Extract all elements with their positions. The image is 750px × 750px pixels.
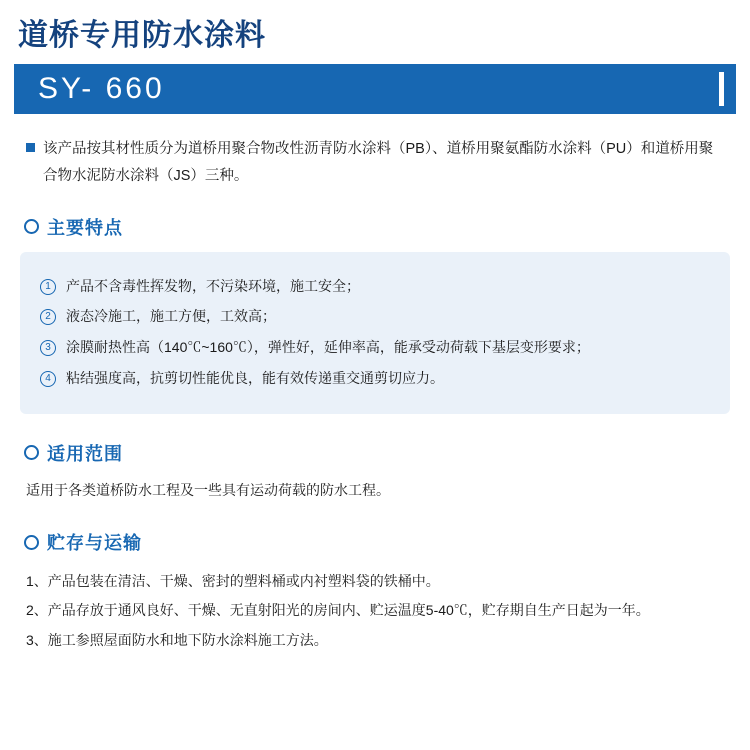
item-text: 粘结强度高，抗剪切性能优良，能有效传递重交通剪切应力。 xyxy=(66,370,444,387)
list-item xyxy=(40,305,712,329)
intro-text: 该产品按其材性质分为道桥用聚合物改性沥青防水涂料（PB）、道桥用聚氨酯防水涂料（PU）和道桥用聚合物水泥防水涂料（JS）三种。 xyxy=(43,141,714,184)
item-text: 涂膜耐热性高（140℃~160℃），弹性好，延伸率高，能承受动荷载下基层变形要求； xyxy=(66,339,590,356)
section-title: 主要特点 xyxy=(47,217,123,238)
list-item xyxy=(40,336,712,360)
square-bullet-icon xyxy=(26,143,35,152)
ring-bullet-icon xyxy=(24,535,39,550)
list-item: 3、施工参照屋面防水和地下防水涂料施工方法。 xyxy=(26,631,328,648)
features-box xyxy=(20,252,730,414)
section-header-storage xyxy=(14,529,736,555)
section-title: 适用范围 xyxy=(47,443,123,464)
page-title: 道桥专用防水涂料 xyxy=(18,19,266,52)
scope-text: 适用于各类道桥防水工程及一些具有运动荷载的防水工程。 xyxy=(26,481,390,498)
model-number: SY- 660 xyxy=(38,72,165,105)
item-number: 2 xyxy=(40,309,56,325)
list-item xyxy=(40,367,712,391)
item-text: 产品不含毒性挥发物，不污染环境，施工安全； xyxy=(66,277,360,294)
banner-tick-decoration xyxy=(719,72,724,106)
item-number: 4 xyxy=(40,371,56,387)
list-item xyxy=(40,275,712,299)
storage-list xyxy=(14,567,736,655)
item-text: 液态冷施工，施工方便，工效高； xyxy=(66,308,276,325)
list-item: 1、产品包装在清洁、干燥、密封的塑料桶或内衬塑料袋的铁桶中。 xyxy=(26,573,440,589)
ring-bullet-icon xyxy=(24,445,39,460)
section-header-scope xyxy=(14,440,736,466)
item-number: 1 xyxy=(40,279,56,295)
intro-paragraph xyxy=(14,136,736,190)
section-header-features xyxy=(14,214,736,240)
list-item: 2、产品存放于通风良好、干燥、无直射阳光的房间内、贮运温度5-40℃，贮存期自生产日起为一年。 xyxy=(26,602,650,619)
section-title: 贮存与运输 xyxy=(47,533,142,553)
model-banner xyxy=(14,64,736,114)
ring-bullet-icon xyxy=(24,219,39,234)
item-number: 3 xyxy=(40,340,56,356)
